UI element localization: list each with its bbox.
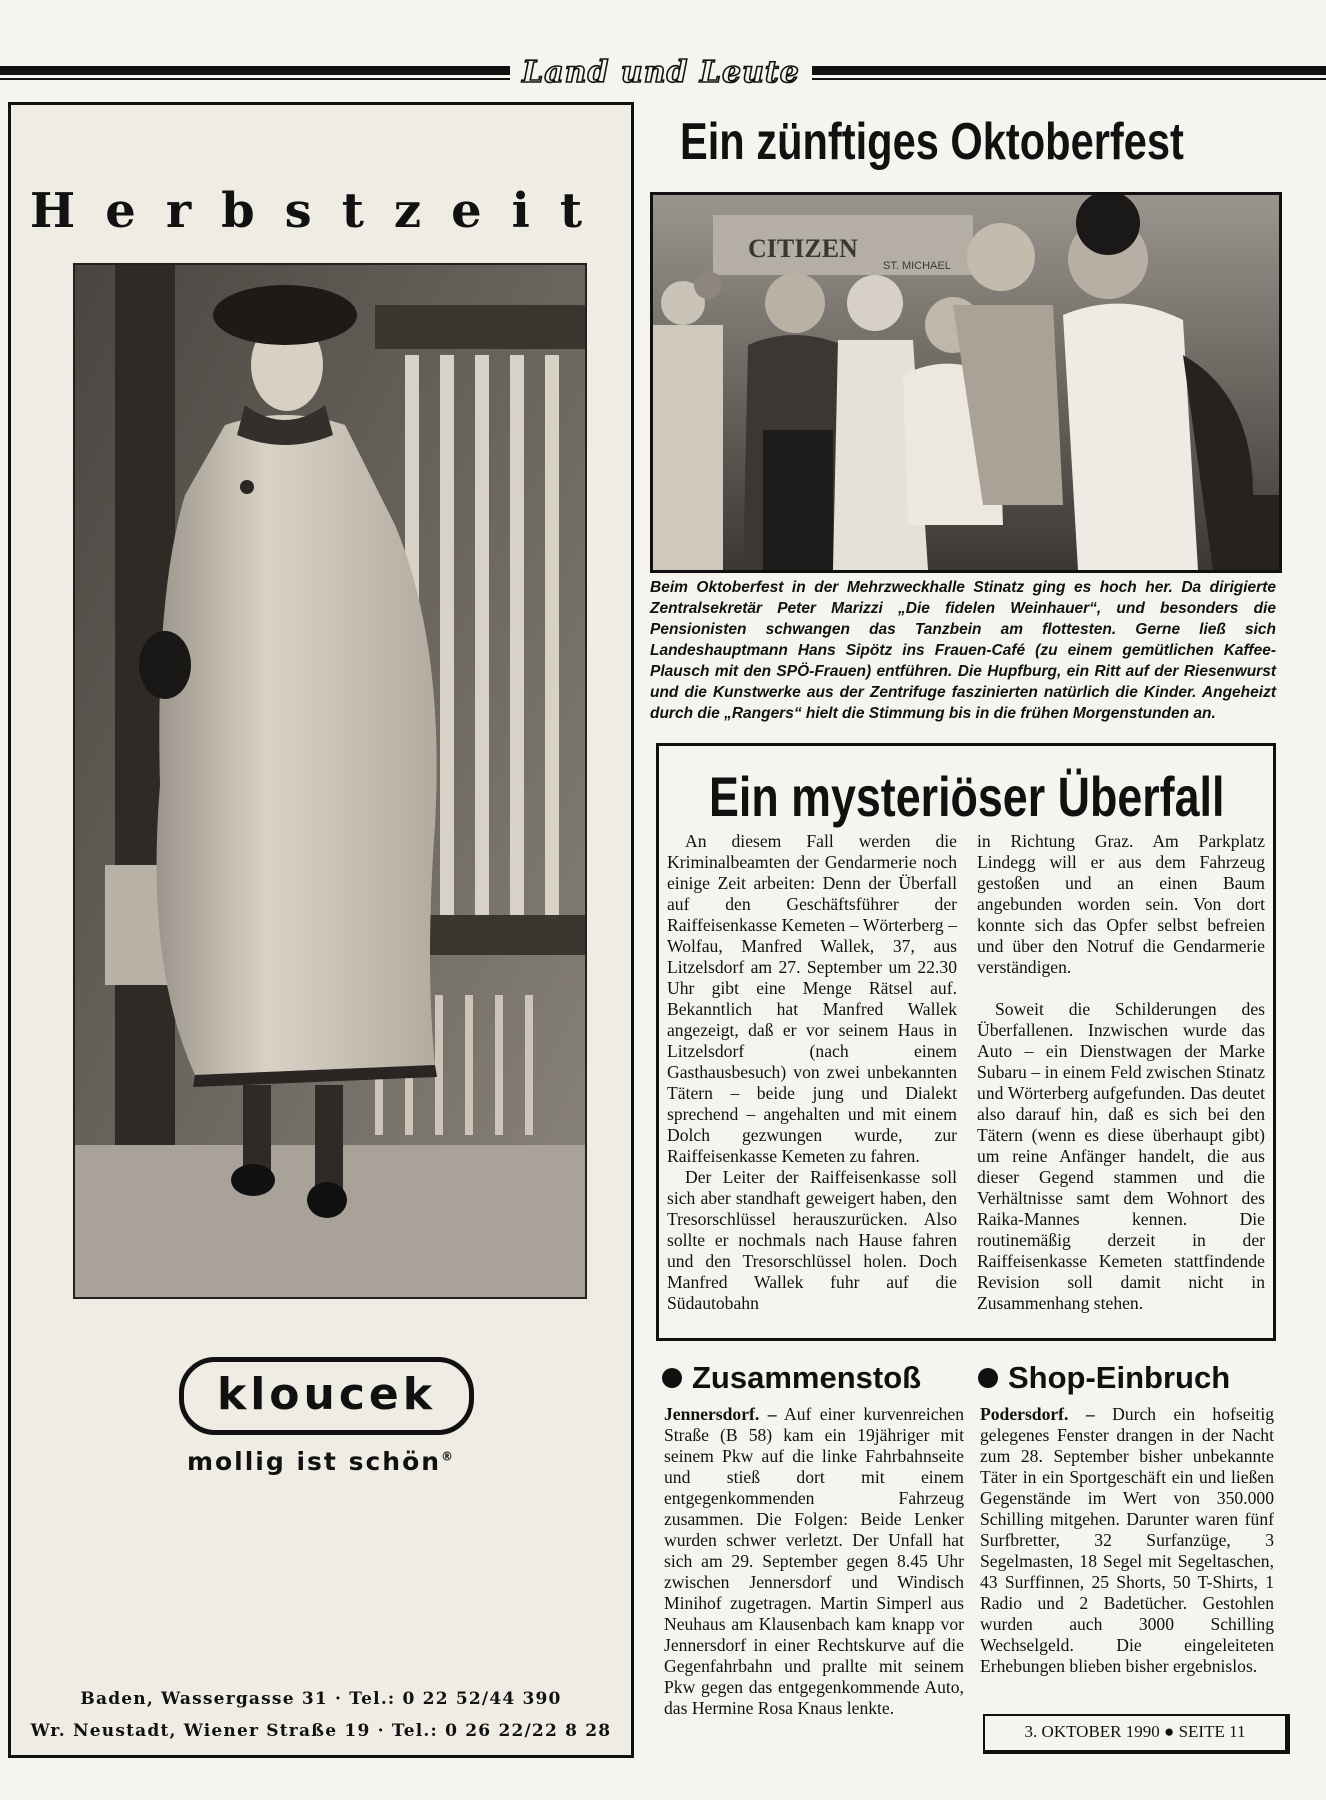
kloucek-logo: kloucek: [179, 1357, 474, 1435]
header-rule-left: [0, 66, 510, 75]
photo-banner-st-michael: ST. MICHAEL: [883, 260, 951, 272]
issue-date: 3. OKTOBER 1990: [1024, 1722, 1160, 1741]
ueberfall-headline: Ein mysteriöser Überfall: [709, 765, 1225, 828]
ad-photo-illustration: [75, 265, 585, 1297]
ad-address-baden: Baden, Wassergasse 31 · Tel.: 0 22 52/44 390: [80, 1689, 562, 1709]
ueberfall-paragraph: Der Leiter der Raiffeisenkasse soll sich aber standhaft geweigert haben, den Tresorschlüssel herauszurücken. Also sollte er nochmals nach Hause fahren und den Tresorschlüssel holen. Doch Manfred Wallek fuhr auf die Südautobahn: [667, 1167, 957, 1313]
shop-einbruch-headline: [978, 1360, 1230, 1396]
bullet-icon: [978, 1368, 998, 1388]
oktoberfest-headline: Ein zünftiges Oktoberfest: [680, 113, 1184, 171]
page-footer: [983, 1714, 1290, 1754]
photo-banner-citizen: CITIZEN: [748, 234, 858, 263]
section-title: Land und Leute: [522, 54, 800, 90]
ad-photo-woman-in-coat: [73, 263, 587, 1299]
shop-einbruch-headline-text: Shop-Einbruch: [1008, 1360, 1231, 1395]
oktoberfest-photo-illustration: [653, 195, 1279, 570]
shop-einbruch-body: [980, 1404, 1274, 1677]
oktoberfest-caption: Beim Oktoberfest in der Mehrzweckhalle Stinatz ging es hoch her. Da dirigierte Zentralsekretär Peter Marizzi „Die fidelen Weinhauer“, und besonders die Pensionisten schwangen das Tanzbein am flottesten. Gerne ließ sich Landeshauptmann Hans Sipötz ins Frauen-Café (zu einem gemütlichen Kaffee-Plausch mit den SPÖ-Frauen) entführen. Die Hupfburg, ein Ritt auf der Riesenwurst und die Kunstwerke aus der Zentrifuge faszinierten natürlich die Kinder. Angeheizt durch die „Rangers“ hielt die Stimmung bis in die frühen Morgenstunden an.: [650, 579, 1276, 722]
oktoberfest-photo: [650, 192, 1282, 573]
header-rule-thin-right: [812, 78, 1326, 80]
ueberfall-column-2: [977, 831, 1265, 1314]
header-rule-right: [812, 66, 1326, 75]
footer-separator: ●: [1164, 1722, 1175, 1741]
ad-slogan-text: mollig ist schön: [186, 1447, 442, 1476]
zusammenstoss-headline: [662, 1360, 921, 1396]
zusammenstoss-text: Auf einer kurvenreichen Straße (B 58) kam ein 19jähriger mit seinem Pkw auf die linke Fahrbahnseite und stieß dort mit einem entgegenkommenden Fahrzeug zusammen. Die Folgen: Beide Lenker wurden schwer verletzt. Der Unfall hat sich am 29. September gegen 8.45 Uhr zwischen Jennersdorf und Windisch Minihof zugetragen. Martin Simperl aus Neuhaus am Klausenbach kam knapp vor Jennersdorf in einer Rechtskurve auf die Gegenfahrbahn und prallte mit seinem Pkw gegen das entgegenkommende Auto, das Hermine Rosa Knaus lenkte.: [664, 1404, 964, 1718]
ueberfall-paragraph: in Richtung Graz. Am Parkplatz Lindegg will er aus dem Fahrzeug gestoßen und an einen Baum angebunden worden sein. Von dort konnte sich das Opfer selbst befreien und über den Notruf die Gendarmerie verständigen.: [977, 831, 1265, 977]
ueberfall-paragraph: Soweit die Schilderungen des Überfallenen. Inzwischen wurde das Auto – ein Dienstwagen der Marke Subaru – in einem Feld zwischen Stinatz und Wörterberg aufgefunden. Das deutet also darauf hin, daß es sich bei den Tätern (wenn es diese überhaupt gibt) um reine Anfänger handelt, die aus dieser Gegend stammen und die Verhältnisse samt dem Wohnort des Raika-Mannes kennen. Die routinemäßig derzeit in der Raiffeisenkasse Kemeten stattfindende Revision soll damit nicht in Zusammenhang stehen.: [977, 999, 1265, 1313]
ad-headline: Herbstzeit: [29, 183, 613, 239]
header-rule-thin-left: [0, 78, 510, 80]
zusammenstoss-dateline: Jennersdorf. –: [664, 1404, 777, 1424]
ad-slogan: [11, 1447, 631, 1476]
ad-address-wr-neustadt: Wr. Neustadt, Wiener Straße 19 · Tel.: 0 26 22/22 8 28: [30, 1721, 612, 1741]
bullet-icon: [662, 1368, 682, 1388]
page-number: SEITE 11: [1178, 1722, 1246, 1741]
shop-einbruch-dateline: Podersdorf. –: [980, 1404, 1095, 1424]
advertisement: [8, 102, 634, 1758]
zusammenstoss-headline-text: Zusammenstoß: [692, 1360, 922, 1395]
zusammenstoss-body: [664, 1404, 964, 1719]
shop-einbruch-text: Durch ein hofseitig gelegenes Fenster drangen in der Nacht zum 28. September bisher unbekannte Täter in ein Sportgeschäft ein und ließen Gegenstände im Wert von 350.000 Schilling mitgehen. Darunter waren fünf Surfbretter, 32 Surfanzüge, 3 Segelmasten, 18 Segel mit Segeltaschen, 43 Surffinnen, 25 Shorts, 50 T-Shirts, 1 Radio und 2 Badetücher. Gestohlen wurden auch 3000 Schilling Wechselgeld. Die eingeleiteten Erhebungen blieben bisher ergebnislos.: [980, 1404, 1274, 1676]
ueberfall-column-1: [667, 831, 957, 1314]
ueberfall-article-box: [656, 743, 1276, 1341]
ueberfall-paragraph: An diesem Fall werden die Kriminalbeamten der Gendarmerie noch einige Zeit arbeiten: Denn der Überfall auf den Geschäftsführer der Raiffeisenkasse Kemeten – Wörterberg – Wolfau, Manfred Wallek, 37, aus Litzelsdorf am 27. September um 22.30 Uhr gibt eine Menge Rätsel auf. Bekanntlich hat Manfred Wallek angezeigt, daß er vor seinem Haus in Litzelsdorf (nach einem Gasthausbesuch) von zwei unbekannten Tätern – beide jung und Dialekt sprechend – angehalten und mit einem Dolch gezwungen wurde, zur Raiffeisenkasse Kemeten zu fahren.: [667, 831, 957, 1166]
registered-mark: ®: [441, 1449, 456, 1464]
